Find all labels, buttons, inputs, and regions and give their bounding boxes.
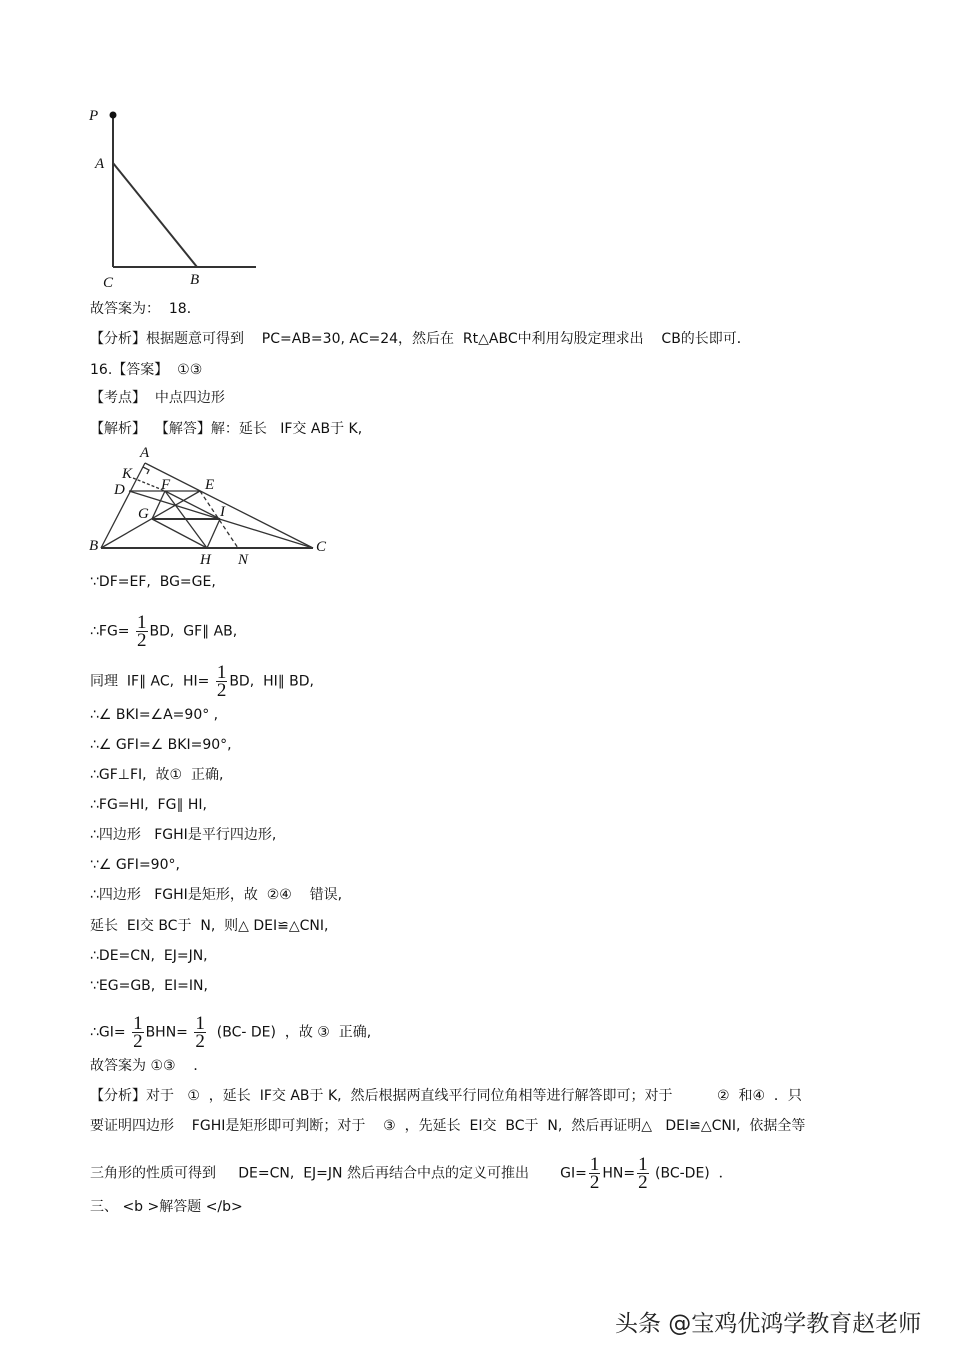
label-c: C xyxy=(316,539,327,555)
fraction xyxy=(589,1156,601,1191)
point-p xyxy=(110,112,117,119)
text-segment: 要证明四边形 FGHI是矩形即可判断；对于 ③ ，先延长 EI交 BC于 N, 然后再证明△ DEI≌△CNI, 依据全等 xyxy=(90,1118,806,1134)
text-line xyxy=(90,735,232,755)
text-segment: 故答案为： 18． xyxy=(90,301,201,317)
text-segment: ∴GI= xyxy=(90,1024,131,1041)
text-line xyxy=(90,765,223,785)
label-n: N xyxy=(238,552,249,568)
text-segment: 【解析】 【解答】解：延长 IF交 AB于 K, xyxy=(90,421,363,437)
text-segment: ∴四边形 FGHI是矩形，故 ②④ 错误, xyxy=(90,887,343,903)
text-segment: ∴FG= xyxy=(90,623,134,640)
text-segment: HN= xyxy=(602,1165,636,1182)
fraction-numerator: 1 xyxy=(638,1154,648,1175)
text-line xyxy=(90,976,208,996)
text-line xyxy=(90,1197,243,1217)
text-segment: ∴GF⊥FI, 故① 正确, xyxy=(90,767,224,783)
text-segment: 【分析】对于 ① ，延长 IF交 AB于 K, 然后根据两直线平行同位角相等进行解答即可；对于 ② 和④ ．只 xyxy=(90,1088,802,1104)
text-line xyxy=(90,419,362,439)
text-line xyxy=(90,1015,371,1050)
text-line xyxy=(90,885,342,905)
fraction xyxy=(194,1015,206,1050)
text-line xyxy=(90,299,201,319)
text-segment: ∴∠ GFI=∠ BKI=90°, xyxy=(90,737,232,753)
label-p: P xyxy=(89,108,99,124)
fraction xyxy=(637,1156,649,1191)
text-segment: ∵EG=GB, EI=IN, xyxy=(90,978,208,994)
text-line xyxy=(90,855,180,875)
text-line xyxy=(90,705,218,725)
fraction-numerator: 1 xyxy=(133,1013,143,1034)
label-d: D xyxy=(114,482,125,498)
text-line xyxy=(90,946,208,966)
text-line xyxy=(90,1156,733,1191)
fraction-denominator: 2 xyxy=(195,1031,205,1052)
watermark: 头条 @宝鸡优鸿学教育赵老师 xyxy=(615,1311,922,1337)
label-g: G xyxy=(138,506,149,522)
fraction xyxy=(136,614,148,649)
text-segment: 三角形的性质可得到 DE=CN, EJ=JN 然后再结合中点的定义可推出 GI= xyxy=(90,1165,587,1182)
label-b: B xyxy=(89,538,99,554)
label-k: K xyxy=(122,466,133,482)
fraction-numerator: 1 xyxy=(589,1154,600,1175)
text-segment: ∴FG=HI, FG∥ HI, xyxy=(90,797,208,813)
text-segment: 三、 <b >解答题 </b> xyxy=(90,1199,243,1215)
text-line xyxy=(90,360,202,380)
text-line xyxy=(90,329,751,349)
segment-ab xyxy=(113,163,197,267)
label-h: H xyxy=(200,552,211,568)
text-segment: 【分析】根据题意可得到 PC=AB=30, AC=24，然后在 Rt△ABC中利用勾股定理求出 CB的长即可． xyxy=(90,331,751,347)
fraction-numerator: 1 xyxy=(195,1013,205,1034)
text-segment: ∴DE=CN, EJ=JN, xyxy=(90,948,208,964)
label-f: F xyxy=(161,477,171,493)
text-segment: ∴四边形 FGHI是平行四边形, xyxy=(90,827,277,843)
text-segment: ∴∠ BKI=∠A=90° , xyxy=(90,707,219,723)
fraction-numerator: 1 xyxy=(137,612,147,633)
fraction-denominator: 2 xyxy=(133,1031,143,1052)
text-segment: BHN= xyxy=(145,1024,193,1041)
text-line xyxy=(90,916,328,936)
fraction-denominator: 2 xyxy=(589,1172,600,1193)
text-segment: (BC- DE) ，故 ③ 正确, xyxy=(207,1024,372,1041)
text-segment: 延长 EI交 BC于 N, 则△ DEI≌△CNI, xyxy=(90,918,329,934)
figure-right-triangle xyxy=(0,0,300,300)
text-segment: ∵DF=EF, BG=GE, xyxy=(90,574,216,590)
text-line xyxy=(90,1056,207,1076)
label-a: A xyxy=(95,156,105,172)
segment-gh xyxy=(152,519,207,548)
text-line xyxy=(90,825,276,845)
text-segment: BD, HI∥ BD, xyxy=(229,673,315,690)
fraction-denominator: 2 xyxy=(638,1172,648,1193)
text-line xyxy=(90,795,207,815)
label-a: A xyxy=(140,445,150,461)
fraction-numerator: 1 xyxy=(216,662,227,683)
text-segment: 【考点】 中点四边形 xyxy=(90,390,225,406)
text-line xyxy=(90,614,237,649)
text-line xyxy=(90,572,216,592)
text-segment: 同理 IF∥ AC, HI= xyxy=(90,673,214,690)
label-c: C xyxy=(103,275,114,291)
right-angle-mark xyxy=(143,467,149,474)
text-segment: (BC-DE) ． xyxy=(650,1165,733,1182)
fraction xyxy=(216,664,228,699)
label-e: E xyxy=(205,477,215,493)
label-b: B xyxy=(190,272,200,288)
text-segment: 故答案为 ①③ ． xyxy=(90,1058,208,1074)
figure-midpoint-quadrilateral xyxy=(0,430,340,575)
fraction-denominator: 2 xyxy=(216,680,227,701)
text-line xyxy=(90,1086,802,1106)
label-i: I xyxy=(220,504,225,520)
text-line xyxy=(90,1116,805,1136)
text-segment: ∵∠ GFI=90°, xyxy=(90,857,180,873)
text-line xyxy=(90,664,314,699)
text-line xyxy=(90,388,225,408)
fraction xyxy=(132,1015,144,1050)
segment-hi xyxy=(207,519,220,548)
text-segment: 16.【答案】 ①③ xyxy=(90,362,203,378)
fraction-denominator: 2 xyxy=(137,630,147,651)
text-segment: BD, GF∥ AB, xyxy=(149,623,238,640)
